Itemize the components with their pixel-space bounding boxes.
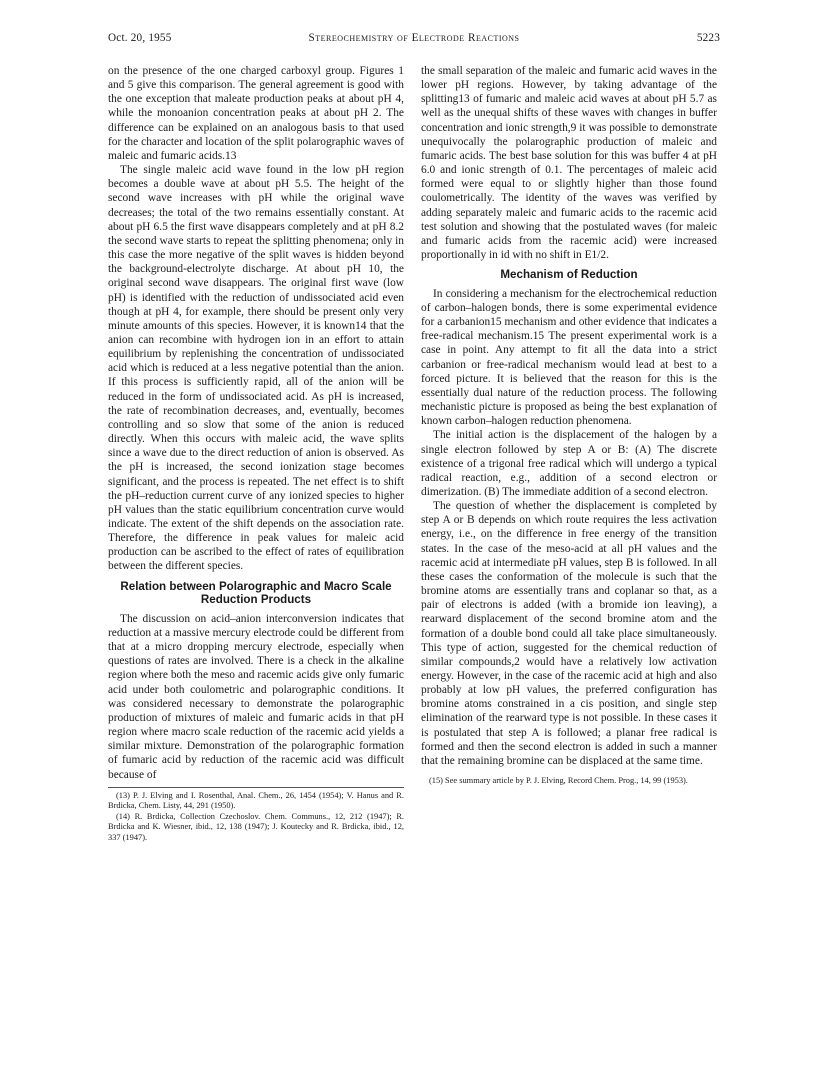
paragraph: on the presence of the one charged carboxyl group. Figures 1 and 5 give this comparison. The general agreement is good with the one exception that maleate production peaks at about pH 4, while the monoanion concentration peaks at about pH 2. The difference can be explained on an analogous basis to that used for the character and location of the split polarographic waves of maleic and fumaric acids.13 — [108, 65, 404, 162]
issue-date: Oct. 20, 1955 — [108, 32, 172, 44]
paragraph: The single maleic acid wave found in the low pH region becomes a double wave at about pH 5.5. The height of the second wave increases with pH while the original wave decreases; the total of the two remains essentially constant. At about pH 6.5 the first wave disappears completely and at pH 8.2 the second wave starts to repeat the splitting phenomena; only in this case the more negative of the split waves is hidden beyond the background-electrolyte discharge. At about pH 10, the original second wave disappears. The original first wave (low pH) is identified with the reduction of undissociated acid even though at pH 4, for example, there should be present only very minute amounts of this species. However, it is known14 that the anion can recombine with hydrogen ion in an effort to attain equilibrium by replenishing the concentration of undissociated acid which is reduced at a less negative potential than the anion. If this process is sufficiently rapid, all of the anion will be reduced in the form of undissociated acid. As pH is increased, the rate of recombination decreases, and, eventually, becomes controlling and so slow that some of the anion is reduced directly. When this occurs with maleic acid, the wave splits since a wave due to the direct reduction of anion is observed. As the pH is increased, the second ionization stage becomes significant, and the process is repeated. The net effect is to shift the pH–reduction current curve of any ionized species to higher pH values than the static equilibrium concentration curve would indicate. The extent of the shift depends on the association rate. Therefore, the difference in peak values for maleic acid production can be ascribed to the effect of rates of equilibration between the different species. — [108, 164, 404, 573]
footnote: (13) P. J. Elving and I. Rosenthal, Anal. Chem., 26, 1454 (1954); V. Hanus and R. Brdicka, Chem. Listy, 44, 291 (1950). — [108, 790, 404, 811]
footnotes — [108, 787, 404, 844]
page-number: 5223 — [696, 32, 720, 44]
paragraph: The question of whether the displacement is completed by step A or B depends on which route requires the less activation energy, i.e., on the difference in free energy of the transition states. In the case of the meso-acid at all pH values and the racemic acid at intermediate pH values, step B is followed. In all these cases the conformation of the molecule is such that the bromine atoms are essentially trans and coplanar so that, as a pair of electrons is added (with a bromide ion leaving), a rearward displacement of the second bromine atom and the formation of a double bond could all take place simultaneously. This type of action, suggested for the chemical reduction of similar compounds,2 would have a relatively low activation energy. However, in the case of the racemic acid at high and also probably at low pH values, the preferred configuration has bromine atoms constrained in a cis position, and single step elimination of the rearward type is not possible. In these cases it is postulated that step A is followed; a planar free radical is formed and then the second electron is added in such a manner that the remaining bromine can be displaced at the same time. — [421, 500, 717, 767]
footnote: (14) R. Brdicka, Collection Czechoslov. Chem. Communs., 12, 212 (1947); R. Brdicka and K. Wiesner, ibid., 12, 138 (1947); J. Koutecky and R. Brdicka, ibid., 12, 337 (1947). — [108, 811, 404, 843]
paragraph: the small separation of the maleic and fumaric acid waves in the lower pH regions. However, by taking advantage of the splitting13 of fumaric and maleic acid waves at about pH 5.7 as well as the unequal shifts of these waves with changes in buffer concentration and ionic strength,9 it was possible to demonstrate unequivocally the polarographic production of maleic and fumaric acids. The best base solution for this was buffer 4 at pH 6.0 and ionic strength of 0.1. The percentages of maleic acid formed were equal to or slightly higher than those found coulometrically. The identity of the waves was verified by adding separately maleic and fumaric acids to the racemic acid test solution and showing that the postulated waves (for maleic and fumaric acids from the racemic acid) were increased proportionally in id with no shift in E1/2. — [421, 65, 717, 262]
paragraph: In considering a mechanism for the electrochemical reduction of carbon–halogen bonds, there is some experimental evidence for a carbanion15 mechanism and other evidence that indicates a free-radical mechanism.15 The present experimental work is a case in point. Any attempt to fit all the data into a strict carbanion or free-radical mechanism would lead at best to a forced picture. It is believed that the reason for this is the essentially dual nature of the reduction process. The following mechanistic picture is proposed as being the best explanation of known carbon–halogen reduction phenomena. — [421, 287, 717, 428]
paragraph: The discussion on acid–anion interconversion indicates that reduction at a massive mercury electrode could be different from that at a micro dropping mercury electrode, especially when questions of rates are involved. There is a check in the alkaline region where both the meso and racemic acids give only fumaric acid under both coulometric and polarographic conditions. It was considered necessary to demonstrate the polarographic production of mixtures of maleic and fumaric acids in that pH region where macro scale reduction of the racemic acid yields a similar mixture. Demonstration of the polarographic formation of fumaric acid by reduction of the racemic acid was difficult because of — [108, 612, 404, 781]
footnotes — [421, 773, 717, 787]
section-heading: Relation between Polarographic and Macro Scale Reduction Products — [120, 579, 392, 607]
section-heading: Mechanism of Reduction — [500, 268, 638, 282]
paragraph: The initial action is the displacement of the halogen by a single electron followed by step A or B: (A) The discrete existence of a trigonal free radical which will undergo a typical radical reaction, e.g., addition of a second electron or dimerization. (B) The immediate addition of a second electron. — [421, 429, 717, 498]
right-column — [421, 64, 717, 787]
left-column — [108, 64, 404, 844]
running-title: Stereochemistry of Electrode Reactions — [308, 32, 520, 44]
footnote: (15) See summary article by P. J. Elving, Record Chem. Prog., 14, 99 (1953). — [429, 776, 688, 786]
running-header — [108, 32, 720, 48]
